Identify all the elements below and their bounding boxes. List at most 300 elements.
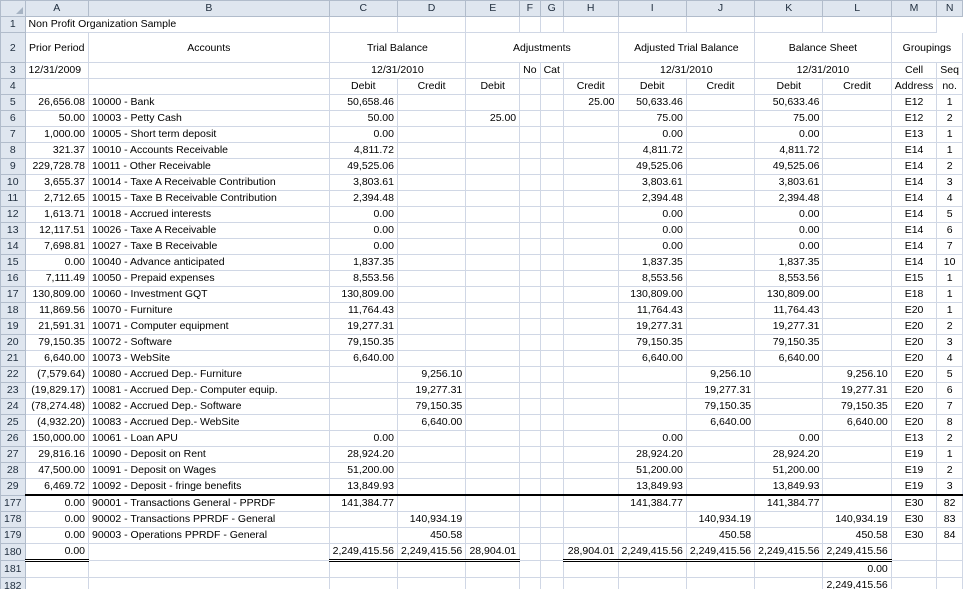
cell-e[interactable] xyxy=(466,415,520,431)
cell-l[interactable] xyxy=(823,303,891,319)
cell-j[interactable] xyxy=(686,239,754,255)
cell-c[interactable]: 1,837.35 xyxy=(329,255,397,271)
cell-h[interactable] xyxy=(563,479,618,496)
cell-d[interactable] xyxy=(397,111,465,127)
row-header[interactable]: 8 xyxy=(1,143,26,159)
column-header-k[interactable]: K xyxy=(755,1,823,17)
cell-d[interactable]: 6,640.00 xyxy=(397,415,465,431)
cell-n[interactable]: 84 xyxy=(937,528,963,544)
cell-d[interactable]: 450.58 xyxy=(397,528,465,544)
cell-l[interactable] xyxy=(823,159,891,175)
cell-j[interactable] xyxy=(686,111,754,127)
cell-h[interactable] xyxy=(563,111,618,127)
cell-b[interactable]: 10090 - Deposit on Rent xyxy=(89,447,330,463)
tb-credit-header[interactable]: Credit xyxy=(397,79,465,95)
cell-a[interactable]: 6,640.00 xyxy=(25,351,88,367)
cell-b[interactable]: 10082 - Accrued Dep.- Software xyxy=(89,399,330,415)
no-header[interactable]: No xyxy=(520,63,540,79)
cell-h[interactable] xyxy=(563,561,618,578)
cell-h[interactable] xyxy=(563,303,618,319)
cell-g[interactable] xyxy=(540,335,563,351)
cell-a[interactable]: 0.00 xyxy=(25,544,88,561)
cell-l[interactable]: 6,640.00 xyxy=(823,415,891,431)
cell-b[interactable]: 10026 - Taxe A Receivable xyxy=(89,223,330,239)
cell-e[interactable] xyxy=(466,495,520,512)
address-header[interactable]: Address xyxy=(891,79,937,95)
cell-j[interactable] xyxy=(686,271,754,287)
cell-k[interactable]: 0.00 xyxy=(755,239,823,255)
column-header-n[interactable]: N xyxy=(937,1,963,17)
cell-g[interactable] xyxy=(540,239,563,255)
cell-h[interactable] xyxy=(563,512,618,528)
cell-c[interactable]: 0.00 xyxy=(329,431,397,447)
cell-j[interactable] xyxy=(686,95,754,111)
column-header-d[interactable]: D xyxy=(397,1,465,17)
cell-h[interactable] xyxy=(563,415,618,431)
cell-n[interactable]: 1 xyxy=(937,95,963,111)
row-header[interactable]: 23 xyxy=(1,383,26,399)
cell-j[interactable] xyxy=(686,303,754,319)
cell-d[interactable] xyxy=(397,319,465,335)
cell-f[interactable] xyxy=(520,544,540,561)
cell-e[interactable] xyxy=(466,383,520,399)
cell-m[interactable]: E20 xyxy=(891,303,937,319)
cell-l[interactable] xyxy=(823,287,891,303)
cell-d[interactable] xyxy=(397,495,465,512)
cell-m[interactable]: E20 xyxy=(891,351,937,367)
cell-c[interactable]: 0.00 xyxy=(329,223,397,239)
cell-i[interactable]: 0.00 xyxy=(618,207,686,223)
cell-n[interactable]: 2 xyxy=(937,319,963,335)
cell-b[interactable] xyxy=(89,544,330,561)
column-header-j[interactable]: J xyxy=(686,1,754,17)
cell-k[interactable]: 75.00 xyxy=(755,111,823,127)
cell-j[interactable] xyxy=(686,143,754,159)
cell-b[interactable]: 90001 - Transactions General - PPRDF xyxy=(89,495,330,512)
cell-e[interactable] xyxy=(466,287,520,303)
cell-j[interactable] xyxy=(686,159,754,175)
cell-f[interactable] xyxy=(520,495,540,512)
cell-l[interactable]: 0.00 xyxy=(823,561,891,578)
row-header[interactable]: 1 xyxy=(1,17,26,33)
cell-b[interactable]: 10073 - WebSite xyxy=(89,351,330,367)
cell-j[interactable] xyxy=(686,191,754,207)
cell-e[interactable]: 28,904.01 xyxy=(466,544,520,561)
cell-h[interactable] xyxy=(563,367,618,383)
cell-g[interactable] xyxy=(540,127,563,143)
cell-k[interactable]: 51,200.00 xyxy=(755,463,823,479)
cell-n[interactable]: 1 xyxy=(937,447,963,463)
cell-n[interactable]: 2 xyxy=(937,431,963,447)
cell-h[interactable] xyxy=(563,578,618,589)
cell-a[interactable]: 47,500.00 xyxy=(25,463,88,479)
cell-c[interactable]: 8,553.56 xyxy=(329,271,397,287)
cell-k[interactable]: 19,277.31 xyxy=(755,319,823,335)
cell-n[interactable]: 8 xyxy=(937,415,963,431)
cell-l[interactable]: 2,249,415.56 xyxy=(823,544,891,561)
cell-f[interactable] xyxy=(520,143,540,159)
cell-i[interactable]: 141,384.77 xyxy=(618,495,686,512)
row-header[interactable]: 21 xyxy=(1,351,26,367)
cell-f[interactable] xyxy=(520,351,540,367)
cell-b[interactable]: 10071 - Computer equipment xyxy=(89,319,330,335)
cell-e[interactable] xyxy=(466,367,520,383)
row-header[interactable]: 22 xyxy=(1,367,26,383)
row-header[interactable]: 9 xyxy=(1,159,26,175)
cell-m[interactable]: E19 xyxy=(891,463,937,479)
cell-e[interactable] xyxy=(466,95,520,111)
cell-g[interactable] xyxy=(540,399,563,415)
bs-date-cell[interactable]: 12/31/2010 xyxy=(755,63,892,79)
cell-m[interactable]: E13 xyxy=(891,127,937,143)
row-header[interactable]: 5 xyxy=(1,95,26,111)
cell-m[interactable]: E14 xyxy=(891,223,937,239)
cell-m[interactable]: E20 xyxy=(891,319,937,335)
cell-l[interactable] xyxy=(823,143,891,159)
cell-k[interactable]: 2,394.48 xyxy=(755,191,823,207)
cell-i[interactable]: 0.00 xyxy=(618,127,686,143)
cell-k[interactable]: 0.00 xyxy=(755,431,823,447)
cell-k[interactable] xyxy=(755,561,823,578)
cell-i[interactable]: 6,640.00 xyxy=(618,351,686,367)
cell-h[interactable] xyxy=(563,463,618,479)
row-header[interactable]: 15 xyxy=(1,255,26,271)
cell-a[interactable]: 11,869.56 xyxy=(25,303,88,319)
cell-h[interactable] xyxy=(563,335,618,351)
cell-d[interactable] xyxy=(397,159,465,175)
cell-j[interactable] xyxy=(686,127,754,143)
cell-j[interactable] xyxy=(686,287,754,303)
cell-g[interactable] xyxy=(540,415,563,431)
cell-d[interactable] xyxy=(397,175,465,191)
cell-e[interactable] xyxy=(466,578,520,589)
accounts-header[interactable]: Accounts xyxy=(89,33,330,63)
sheet-title-cell[interactable]: Non Profit Organization Sample xyxy=(25,17,329,33)
cell-c[interactable]: 79,150.35 xyxy=(329,335,397,351)
cell-e[interactable] xyxy=(466,207,520,223)
cell-f[interactable] xyxy=(520,431,540,447)
cell-b[interactable]: 90003 - Operations PPRDF - General xyxy=(89,528,330,544)
cell-a[interactable]: 3,655.37 xyxy=(25,175,88,191)
cell-g[interactable] xyxy=(540,175,563,191)
cell-b[interactable]: 10080 - Accrued Dep.- Furniture xyxy=(89,367,330,383)
cell-g[interactable] xyxy=(540,191,563,207)
cell-d[interactable] xyxy=(397,239,465,255)
cell-c[interactable]: 11,764.43 xyxy=(329,303,397,319)
cell-a[interactable] xyxy=(25,578,88,589)
cell-g[interactable] xyxy=(540,479,563,496)
cell-f[interactable] xyxy=(520,561,540,578)
cell-k[interactable] xyxy=(755,399,823,415)
cell-i[interactable]: 3,803.61 xyxy=(618,175,686,191)
cell-b[interactable]: 10015 - Taxe B Receivable Contribution xyxy=(89,191,330,207)
bs-debit-header[interactable]: Debit xyxy=(755,79,823,95)
row-header[interactable]: 180 xyxy=(1,544,26,561)
row-header[interactable]: 13 xyxy=(1,223,26,239)
cell-b[interactable]: 10081 - Accrued Dep.- Computer equip. xyxy=(89,383,330,399)
cell-j[interactable] xyxy=(686,175,754,191)
cell-n[interactable]: 2 xyxy=(937,159,963,175)
cell-e[interactable] xyxy=(466,351,520,367)
cell-n[interactable]: 2 xyxy=(937,463,963,479)
cell-e[interactable] xyxy=(466,223,520,239)
cell-k[interactable]: 0.00 xyxy=(755,207,823,223)
cell-d[interactable] xyxy=(397,271,465,287)
cell-l[interactable]: 79,150.35 xyxy=(823,399,891,415)
cell-h[interactable] xyxy=(563,175,618,191)
cell-j[interactable] xyxy=(686,223,754,239)
cell-e[interactable] xyxy=(466,319,520,335)
cell-l[interactable]: 9,256.10 xyxy=(823,367,891,383)
cell-k[interactable]: 50,633.46 xyxy=(755,95,823,111)
cell-c[interactable]: 19,277.31 xyxy=(329,319,397,335)
cell-g[interactable] xyxy=(540,447,563,463)
cell-g[interactable] xyxy=(540,95,563,111)
cell-n[interactable]: 5 xyxy=(937,207,963,223)
cell-d[interactable] xyxy=(397,143,465,159)
row-header[interactable]: 7 xyxy=(1,127,26,143)
cell-e[interactable] xyxy=(466,431,520,447)
cell-c[interactable]: 2,249,415.56 xyxy=(329,544,397,561)
cell-f[interactable] xyxy=(520,528,540,544)
cell-h[interactable] xyxy=(563,255,618,271)
cell-j[interactable] xyxy=(686,561,754,578)
cell-a[interactable]: 26,656.08 xyxy=(25,95,88,111)
row-header[interactable]: 14 xyxy=(1,239,26,255)
cell-g[interactable] xyxy=(540,528,563,544)
cell-l[interactable] xyxy=(823,271,891,287)
cell-h[interactable] xyxy=(563,287,618,303)
cell-f[interactable] xyxy=(520,303,540,319)
cell-d[interactable]: 2,249,415.56 xyxy=(397,544,465,561)
cell-c[interactable]: 28,924.20 xyxy=(329,447,397,463)
row-header[interactable]: 29 xyxy=(1,479,26,496)
adj-debit-header[interactable]: Debit xyxy=(466,79,520,95)
row-header[interactable]: 2 xyxy=(1,33,26,63)
cell-b[interactable]: 10000 - Bank xyxy=(89,95,330,111)
cell-g[interactable] xyxy=(540,495,563,512)
cell-j[interactable] xyxy=(686,447,754,463)
prior-date-cell[interactable]: 12/31/2009 xyxy=(25,63,88,79)
cell-b[interactable]: 90002 - Transactions PPRDF - General xyxy=(89,512,330,528)
cell-l[interactable]: 450.58 xyxy=(823,528,891,544)
cell-h[interactable] xyxy=(563,127,618,143)
cell-b[interactable]: 10092 - Deposit - fringe benefits xyxy=(89,479,330,496)
cell-k[interactable] xyxy=(755,367,823,383)
cell-n[interactable]: 4 xyxy=(937,351,963,367)
row-header[interactable]: 10 xyxy=(1,175,26,191)
cell-e[interactable] xyxy=(466,528,520,544)
cell-d[interactable] xyxy=(397,255,465,271)
cell-l[interactable]: 2,249,415.56 xyxy=(823,578,891,589)
cell-g[interactable] xyxy=(540,319,563,335)
cell-m[interactable]: E20 xyxy=(891,399,937,415)
cell-k[interactable] xyxy=(755,512,823,528)
row-header[interactable]: 12 xyxy=(1,207,26,223)
cell-e[interactable] xyxy=(466,143,520,159)
select-all-corner[interactable] xyxy=(1,1,26,17)
cell-f[interactable] xyxy=(520,111,540,127)
cell-j[interactable]: 79,150.35 xyxy=(686,399,754,415)
cell-g[interactable] xyxy=(540,143,563,159)
cell-j[interactable] xyxy=(686,255,754,271)
cell-g[interactable] xyxy=(540,383,563,399)
cell-d[interactable] xyxy=(397,431,465,447)
cell-h[interactable] xyxy=(563,319,618,335)
cell-e[interactable] xyxy=(466,239,520,255)
cell-a[interactable]: 0.00 xyxy=(25,495,88,512)
cell-i[interactable] xyxy=(618,383,686,399)
cell-i[interactable]: 0.00 xyxy=(618,239,686,255)
cell-h[interactable] xyxy=(563,399,618,415)
cell-m[interactable]: E12 xyxy=(891,95,937,111)
cell-k[interactable] xyxy=(755,415,823,431)
cell-i[interactable]: 4,811.72 xyxy=(618,143,686,159)
cell-m[interactable]: E18 xyxy=(891,287,937,303)
cell-h[interactable] xyxy=(563,528,618,544)
cell-d[interactable]: 19,277.31 xyxy=(397,383,465,399)
cell-d[interactable] xyxy=(397,95,465,111)
cell-d[interactable]: 79,150.35 xyxy=(397,399,465,415)
cell-c[interactable]: 3,803.61 xyxy=(329,175,397,191)
cell-a[interactable]: 50.00 xyxy=(25,111,88,127)
cell-f[interactable] xyxy=(520,287,540,303)
cell-i[interactable]: 19,277.31 xyxy=(618,319,686,335)
row-header[interactable]: 6 xyxy=(1,111,26,127)
cell-g[interactable] xyxy=(540,223,563,239)
cell-k[interactable]: 4,811.72 xyxy=(755,143,823,159)
cell-g[interactable] xyxy=(540,578,563,589)
row-header[interactable]: 178 xyxy=(1,512,26,528)
cell-b[interactable]: 10014 - Taxe A Receivable Contribution xyxy=(89,175,330,191)
cell-j[interactable]: 19,277.31 xyxy=(686,383,754,399)
cell-f[interactable] xyxy=(520,512,540,528)
row-header[interactable]: 3 xyxy=(1,63,26,79)
row-header[interactable]: 4 xyxy=(1,79,26,95)
cell-d[interactable] xyxy=(397,127,465,143)
cell-g[interactable] xyxy=(540,351,563,367)
cell-i[interactable]: 1,837.35 xyxy=(618,255,686,271)
cell-b[interactable]: 10061 - Loan APU xyxy=(89,431,330,447)
row-header[interactable]: 179 xyxy=(1,528,26,544)
cell-n[interactable] xyxy=(937,544,963,561)
row-header[interactable]: 181 xyxy=(1,561,26,578)
cell-h[interactable] xyxy=(563,191,618,207)
cell-b[interactable]: 10027 - Taxe B Receivable xyxy=(89,239,330,255)
cell-d[interactable]: 140,934.19 xyxy=(397,512,465,528)
cell-i[interactable]: 75.00 xyxy=(618,111,686,127)
cell-b[interactable] xyxy=(89,578,330,589)
cell-l[interactable] xyxy=(823,447,891,463)
row-header[interactable]: 28 xyxy=(1,463,26,479)
cell-n[interactable]: 1 xyxy=(937,303,963,319)
cell-k[interactable]: 49,525.06 xyxy=(755,159,823,175)
tb-date-cell[interactable]: 12/31/2010 xyxy=(329,63,466,79)
cell-c[interactable]: 50,658.46 xyxy=(329,95,397,111)
cell-i[interactable] xyxy=(618,367,686,383)
cat-header[interactable]: Cat xyxy=(540,63,563,79)
cell-i[interactable] xyxy=(618,399,686,415)
cell-i[interactable]: 28,924.20 xyxy=(618,447,686,463)
cell-b[interactable]: 10091 - Deposit on Wages xyxy=(89,463,330,479)
cell-j[interactable] xyxy=(686,335,754,351)
groupings-header[interactable]: Groupings xyxy=(891,33,962,63)
cell-k[interactable]: 8,553.56 xyxy=(755,271,823,287)
cell-j[interactable] xyxy=(686,431,754,447)
cell-i[interactable]: 51,200.00 xyxy=(618,463,686,479)
cell-l[interactable] xyxy=(823,191,891,207)
cell-j[interactable] xyxy=(686,479,754,496)
cell-i[interactable]: 130,809.00 xyxy=(618,287,686,303)
cell-l[interactable] xyxy=(823,127,891,143)
cell-l[interactable] xyxy=(823,431,891,447)
row-header[interactable]: 11 xyxy=(1,191,26,207)
cell-k[interactable]: 141,384.77 xyxy=(755,495,823,512)
cell-a[interactable]: 29,816.16 xyxy=(25,447,88,463)
cell-l[interactable] xyxy=(823,207,891,223)
cell-g[interactable] xyxy=(540,512,563,528)
adjusted-trial-balance-header[interactable]: Adjusted Trial Balance xyxy=(618,33,755,63)
cell-d[interactable] xyxy=(397,479,465,496)
cell-c[interactable]: 0.00 xyxy=(329,127,397,143)
cell-f[interactable] xyxy=(520,479,540,496)
cell-n[interactable]: 82 xyxy=(937,495,963,512)
cell-c[interactable] xyxy=(329,383,397,399)
cell-c[interactable]: 13,849.93 xyxy=(329,479,397,496)
cell-g[interactable] xyxy=(540,303,563,319)
column-header-c[interactable]: C xyxy=(329,1,397,17)
cell-l[interactable] xyxy=(823,479,891,496)
cell-f[interactable] xyxy=(520,271,540,287)
cell-a[interactable] xyxy=(25,561,88,578)
cell-b[interactable]: 10072 - Software xyxy=(89,335,330,351)
cell-e[interactable] xyxy=(466,512,520,528)
adj-credit-header[interactable]: Credit xyxy=(563,79,618,95)
cell-k[interactable]: 0.00 xyxy=(755,223,823,239)
cell-n[interactable]: 1 xyxy=(937,287,963,303)
cell-f[interactable] xyxy=(520,127,540,143)
row-header[interactable]: 18 xyxy=(1,303,26,319)
cell-m[interactable]: E19 xyxy=(891,479,937,496)
cell-c[interactable]: 2,394.48 xyxy=(329,191,397,207)
column-header-b[interactable]: B xyxy=(89,1,330,17)
cell-g[interactable] xyxy=(540,287,563,303)
cell-n[interactable]: 4 xyxy=(937,191,963,207)
cell-i[interactable]: 2,394.48 xyxy=(618,191,686,207)
cell-j[interactable] xyxy=(686,578,754,589)
column-header-g[interactable]: G xyxy=(540,1,563,17)
cell-f[interactable] xyxy=(520,399,540,415)
cell-b[interactable]: 10040 - Advance anticipated xyxy=(89,255,330,271)
cell-e[interactable] xyxy=(466,335,520,351)
cell-f[interactable] xyxy=(520,447,540,463)
cell-k[interactable]: 11,764.43 xyxy=(755,303,823,319)
cell-i[interactable] xyxy=(618,528,686,544)
cell-c[interactable]: 130,809.00 xyxy=(329,287,397,303)
cell-h[interactable] xyxy=(563,143,618,159)
cell-f[interactable] xyxy=(520,207,540,223)
row-header[interactable]: 26 xyxy=(1,431,26,447)
cell-m[interactable]: E14 xyxy=(891,239,937,255)
cell-c[interactable] xyxy=(329,512,397,528)
cell-d[interactable] xyxy=(397,223,465,239)
trial-balance-header[interactable]: Trial Balance xyxy=(329,33,466,63)
cell-a[interactable]: 79,150.35 xyxy=(25,335,88,351)
cell-j[interactable]: 6,640.00 xyxy=(686,415,754,431)
cell-h[interactable] xyxy=(563,447,618,463)
atb-date-cell[interactable]: 12/31/2010 xyxy=(618,63,755,79)
cell-k[interactable]: 13,849.93 xyxy=(755,479,823,496)
